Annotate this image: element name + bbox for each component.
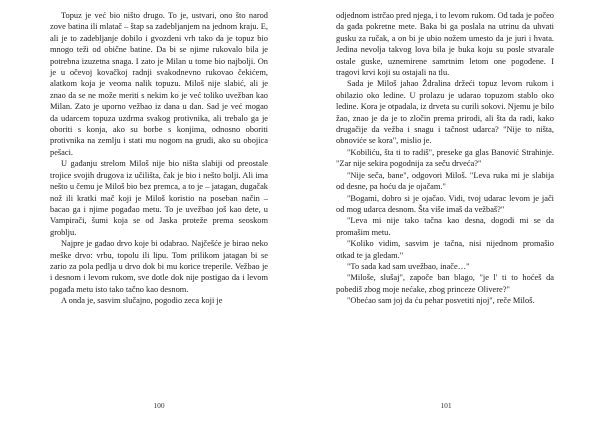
paragraph: "Leva mi nije tako tačna kao desna, dogodi mi se da promašim metu.: [336, 216, 554, 237]
paragraph: "Koliko vidim, sasvim je tačna, nisi nijednom promašio otkad te ja gledam.": [336, 239, 554, 260]
paragraph: "Miloše, slušaj", započe ban blago, "je l' ti to hoćeš da pobediš zbog moje nećake, zbog princeze Olivere?": [336, 273, 554, 294]
left-page-text: [50, 10, 268, 307]
paragraph: U gađanju strelom Miloš nije bio ništa slabiji od preostale trojice svojih drugova iz učilišta, čak je bio i nešto bolji. Ali ima nešto u čemu je Miloš bio bez premca, a to je – jatagan, dugačak nož ili kratki mač koji je Miloš koristio na poseban način – bacao ga i njime pogađao metu. To je uvežbao još kao dete, u Vampirači, šumi koja se od Jaska proteže prema seoskom groblju.: [50, 159, 268, 237]
paragraph: "Bogami, dobro si je ojačao. Vidi, tvoj udarac levom je jači od mog udarca desnom. Šta više imaš da vežbaš?": [336, 193, 554, 214]
paragraph: A onda je, sasvim slučajno, pogodio zeca koji je: [61, 296, 223, 306]
page-number: 101: [440, 401, 452, 410]
right-page: [300, 0, 600, 424]
paragraph: Topuz je već bio ništo drugo. To je, ustvari, ono što narod zove batina ili mlatač – štap sa zadebljanjem na jednom kraju. E, ali je to zadebljanje dobilo i gvozdeni vrh tako da je topuz bio mnogo teži od obične batine. Da bi se njime rukovalo bila je potrebna izuzetna snaga. I zato je Milan u tome bio najbolji. On je u očevoj kovačkoj radnji svakodnevno rukovao čekićem, alatkom koja je veoma nalik topuzu. Miloš nije slabić, ali je znao da se ne može meriti s nekim ko je već toliko uvežban kao Milan. Zato je uporno vežbao iz dana u dan. Sad je već mogao da udarcem topuza uzdrma svakog protivnika, ali trebalo ga je oboriti s konja, ako su borbe s konjima, odnosno oboriti protivnika na zemlju i stati mu nogom na grudi, ako su obojica pešaci.: [50, 11, 268, 157]
paragraph: "Obećao sam joj da ću pehar posvetiti njoj", reče Miloš.: [347, 296, 535, 306]
paragraph: "Kobiliću, šta ti to radiš", presekе ga glas Banović Strahinje. "Zar nije sekira pogodnija za seču drveća?": [336, 147, 554, 169]
paragraph: "Nije seča, bane", odgovori Miloš. "Leva ruka mi je slabija od desne, pa hoću da je ojačam.": [336, 170, 554, 192]
paragraph: Sada je Miloš jahao Ždralina držeći topuz levom rukom i obilazio oko ledine. U prolazu je udarao topuzom stablo oko ledine. Kora je otpadala, iz drveta su curili sokovi. Njemu je bilo žao, znao je da je to zločin prema prirodi, ali šta da radi, kako drugačije da vežba i snagu i tačnost udarca? "Nije to ništa, obnoviće se kora", mislio je.: [336, 79, 554, 146]
paragraph: Najpre je gađao drvo koje bi odabrao. Najčešće je birao neko meške drvo: vrbu, topolu ili lipu. Tom prilikom jatagan bi se zario za pola pedlja u drvo dok bi mu korice treperile. Vežbao je i desnom i levom rukom, sve dotle dok nije postigao da i levom pogađa metu isto tako tačno kao desnom.: [50, 239, 268, 294]
paragraph: "To sada kad sam uvežbao, inače…": [347, 261, 470, 271]
paragraph: odjednom istrčao pred njega, i to levom rukom. Od tada je počeo da gađa pokretne mete. Baka bi ga poslala na utrinu da uhvati gusku za ručak, a on bi je ubio nožem umesto da je juri i hvata. Jedina nevolja takvog lova bila je buka koju su posle stvarale ostale guske, uznemirene samrtnim letom one pogođene. I tragovi krvi koji su ostajali na tlu.: [336, 11, 554, 78]
right-page-text: [336, 10, 554, 307]
page-number: 100: [153, 401, 165, 410]
